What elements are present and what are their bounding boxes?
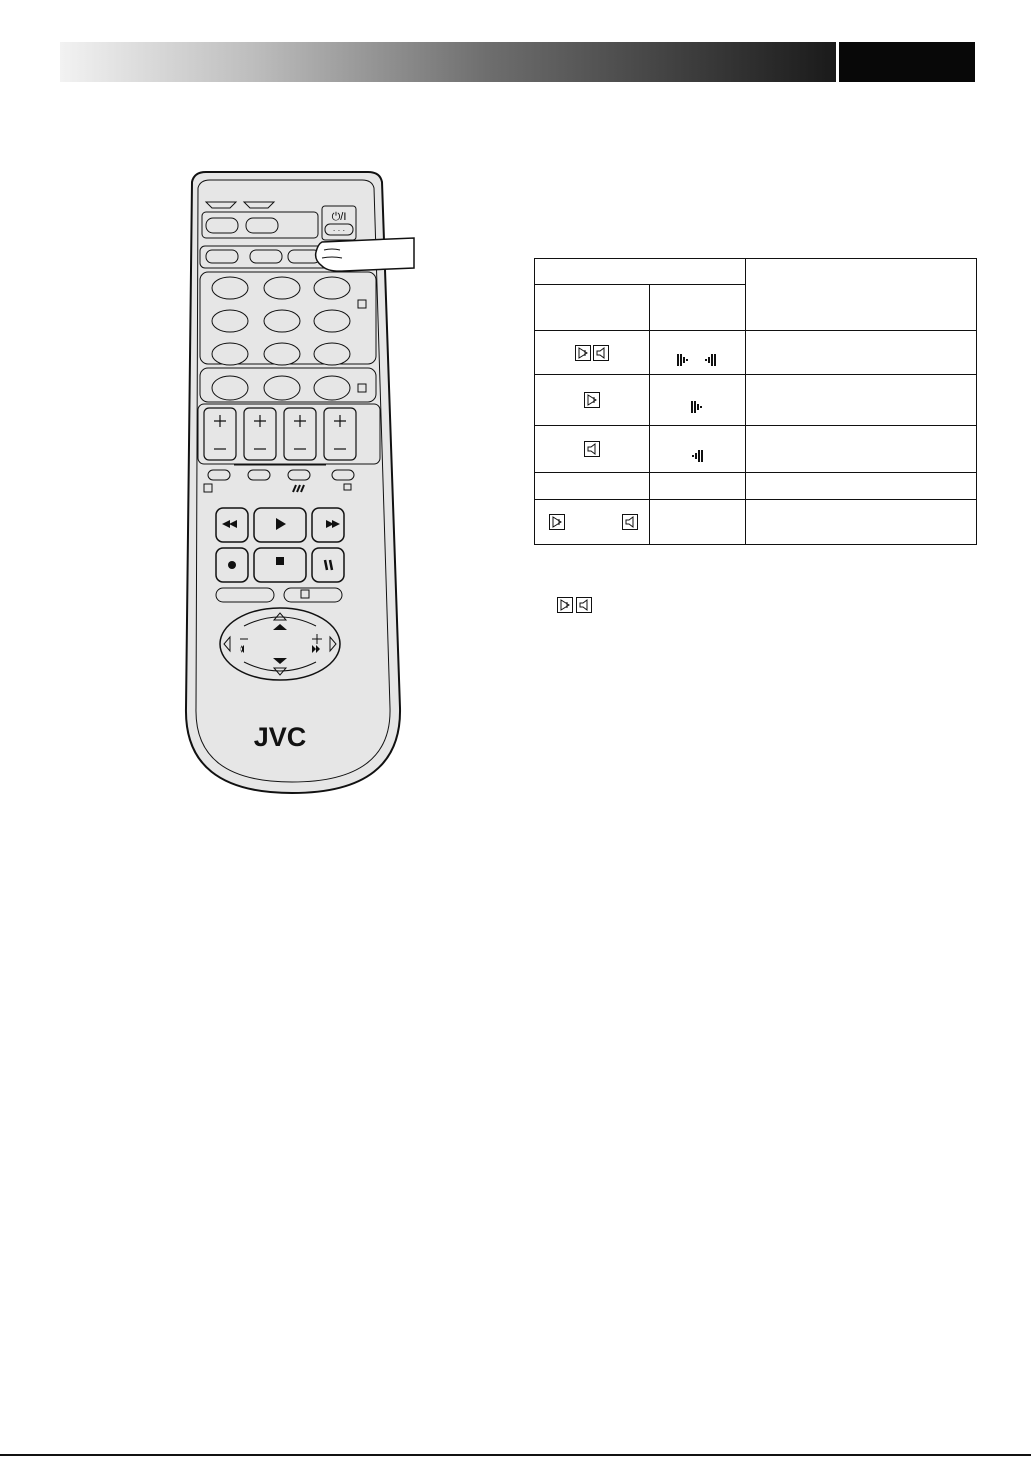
number-key-1[interactable] bbox=[212, 277, 248, 299]
number-key-7[interactable] bbox=[212, 343, 248, 365]
power-label: ⏻/I bbox=[331, 211, 347, 223]
sound-mode-table bbox=[534, 258, 977, 545]
record-icon bbox=[228, 561, 236, 569]
number-key-4[interactable] bbox=[212, 310, 248, 332]
stereo-level-icon bbox=[676, 353, 720, 367]
bottom-rule bbox=[0, 1454, 1031, 1456]
table-cell-indicator bbox=[535, 331, 650, 375]
speaker-pair-note-icon bbox=[557, 597, 593, 613]
table-cell-indicator bbox=[535, 375, 650, 426]
keypad-key-left[interactable] bbox=[212, 376, 248, 400]
number-key-0[interactable] bbox=[264, 376, 300, 400]
table-cell-description bbox=[746, 426, 977, 473]
function-button-2[interactable] bbox=[250, 250, 282, 263]
speaker-left-icon bbox=[549, 514, 565, 530]
table-cell-level bbox=[650, 375, 746, 426]
small-button-1[interactable] bbox=[208, 470, 230, 480]
menu-button[interactable] bbox=[216, 588, 274, 602]
table-cell-description bbox=[746, 473, 977, 500]
speaker-right-icon bbox=[622, 514, 638, 530]
header-bar bbox=[60, 42, 836, 82]
keypad-key-right[interactable] bbox=[314, 376, 350, 400]
vcr-button[interactable] bbox=[246, 218, 278, 233]
speaker-pair-icon bbox=[575, 345, 609, 361]
number-key-6[interactable] bbox=[314, 310, 350, 332]
small-button-2[interactable] bbox=[248, 470, 270, 480]
table-cell-description bbox=[746, 375, 977, 426]
table-header-level bbox=[650, 285, 746, 331]
table-cell-indicator bbox=[535, 473, 650, 500]
power-sub-label: · · · bbox=[332, 226, 346, 235]
left-level-icon bbox=[690, 400, 706, 414]
speaker-right-icon bbox=[584, 441, 600, 457]
table-row bbox=[535, 331, 977, 375]
table-row bbox=[535, 426, 977, 473]
remote-control-illustration bbox=[182, 168, 422, 798]
number-key-9[interactable] bbox=[314, 343, 350, 365]
table-cell-description bbox=[746, 500, 977, 545]
header-page-tab bbox=[839, 42, 975, 82]
number-key-5[interactable] bbox=[264, 310, 300, 332]
table-header-description bbox=[746, 259, 977, 331]
right-level-icon bbox=[690, 449, 706, 463]
small-button-4[interactable] bbox=[332, 470, 354, 480]
number-key-8[interactable] bbox=[264, 343, 300, 365]
ok-button[interactable] bbox=[284, 588, 342, 602]
direction-pad[interactable] bbox=[220, 608, 340, 680]
small-button-3[interactable] bbox=[288, 470, 310, 480]
table-row bbox=[535, 500, 977, 545]
tv-button[interactable] bbox=[206, 218, 238, 233]
table-row bbox=[535, 473, 977, 500]
brand-logo: JVC bbox=[253, 722, 307, 752]
table-cell-level bbox=[650, 473, 746, 500]
table-cell-description bbox=[746, 331, 977, 375]
table-cell-level bbox=[650, 331, 746, 375]
table-row bbox=[535, 375, 977, 426]
table-cell-level bbox=[650, 500, 746, 545]
number-key-2[interactable] bbox=[264, 277, 300, 299]
stop-icon bbox=[276, 557, 284, 565]
pointing-hand-icon bbox=[316, 238, 414, 271]
table-header-indicator bbox=[535, 285, 650, 331]
table-cell-indicator bbox=[535, 500, 650, 545]
table-cell-indicator bbox=[535, 426, 650, 473]
table-header-group bbox=[535, 259, 746, 285]
speaker-left-icon bbox=[584, 392, 600, 408]
table-cell-level bbox=[650, 426, 746, 473]
pause-button[interactable] bbox=[312, 548, 344, 582]
function-button-1[interactable] bbox=[206, 250, 238, 263]
number-key-3[interactable] bbox=[314, 277, 350, 299]
